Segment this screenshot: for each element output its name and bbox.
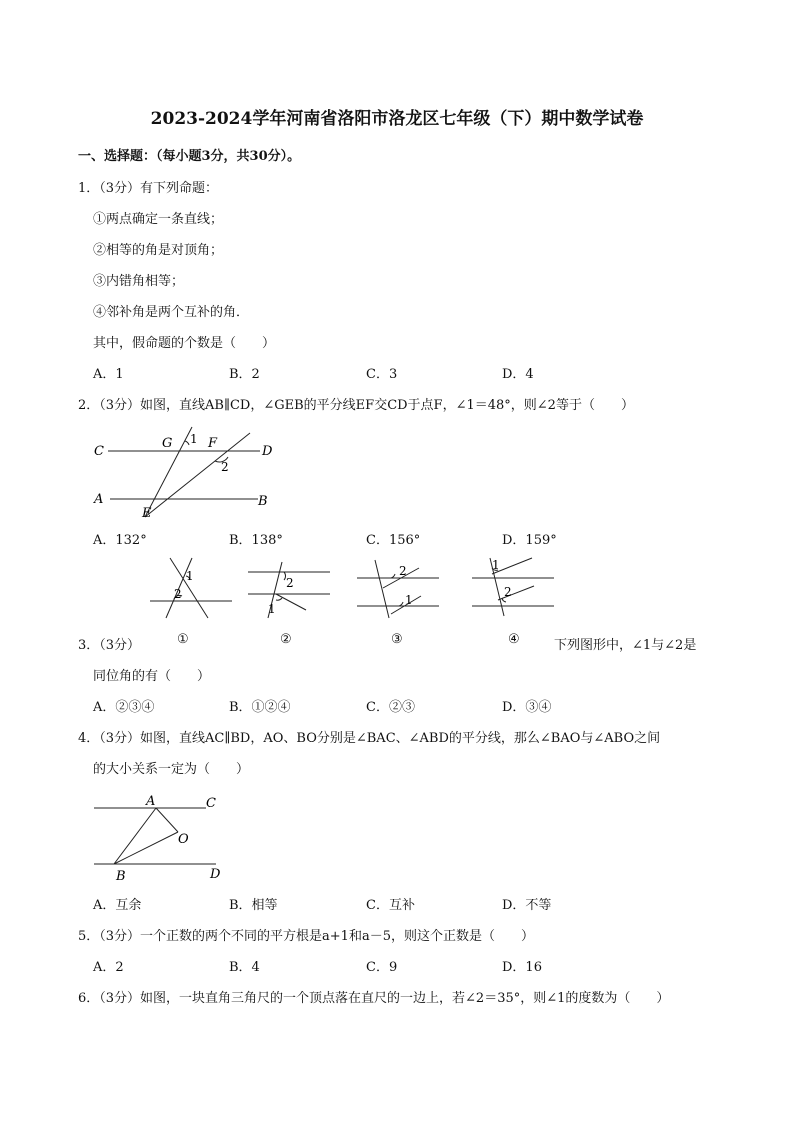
q4-option-a: A．互余 — [93, 898, 142, 913]
q2-option-b: B．138° — [229, 533, 283, 548]
svg-text:2: 2 — [504, 585, 512, 599]
q4-label-d: D — [210, 867, 221, 882]
q2-label-g: G — [162, 436, 173, 451]
q3-figure-label-1: ① — [177, 632, 189, 647]
question-1-item: ④邻补角是两个互补的角． — [93, 305, 250, 320]
q3-figure-2 — [246, 560, 336, 620]
question-1-item: ②相等的角是对顶角； — [93, 243, 224, 258]
q2-label-c: C — [94, 444, 104, 459]
q4-option-c: C．互补 — [366, 898, 415, 913]
q2-option-d: D．159° — [502, 533, 557, 548]
q1-option-d: D．4 — [502, 367, 534, 382]
q2-option-c: C．156° — [366, 533, 421, 548]
question-1-item: ①两点确定一条直线； — [93, 212, 224, 227]
q2-label-angle-1: 1 — [190, 432, 198, 446]
question-3-stem-cont: 同位角的有（ ） — [93, 669, 211, 684]
q4-label-a: A — [146, 794, 156, 809]
q3-figure-4 — [470, 556, 560, 618]
q5-option-a: A．2 — [93, 960, 124, 975]
q3-option-c: C．②③ — [366, 700, 415, 715]
svg-text:1: 1 — [492, 558, 500, 572]
q4-label-c: C — [206, 796, 216, 811]
q2-label-f: F — [208, 436, 218, 451]
svg-text:1: 1 — [186, 569, 194, 583]
q3-figure-label-4: ④ — [508, 632, 520, 647]
q3-option-d: D．③④ — [502, 700, 552, 715]
q4-option-d: D．不等 — [502, 898, 552, 913]
svg-text:2: 2 — [286, 576, 294, 590]
q4-option-b: B．相等 — [229, 898, 278, 913]
svg-text:1: 1 — [405, 593, 413, 607]
question-4-stem-cont: 的大小关系一定为（ ） — [93, 762, 250, 777]
question-1-ask: 其中，假命题的个数是（ ） — [93, 336, 276, 351]
q3-option-b: B．①②④ — [229, 700, 291, 715]
q4-label-b: B — [116, 869, 126, 884]
question-4-stem: 4．（3分）如图，直线AC∥BD，AO、BO分别是∠BAC、∠ABD的平分线，那么∠BAO与∠ABO之间 — [78, 731, 661, 746]
q1-option-c: C．3 — [366, 367, 398, 382]
section-heading: 一、选择题：（每小题3分，共30分）。 — [78, 149, 301, 164]
q2-option-a: A．132° — [93, 533, 147, 548]
q2-label-a: A — [94, 492, 104, 507]
svg-text:2: 2 — [174, 587, 182, 601]
q2-label-angle-2: 2 — [221, 460, 229, 474]
q2-label-b: B — [258, 494, 268, 509]
svg-text:1: 1 — [268, 602, 276, 616]
q5-option-b: B．4 — [229, 960, 260, 975]
question-5-stem: 5．（3分）一个正数的两个不同的平方根是a+1和a－5，则这个正数是（ ） — [78, 929, 534, 944]
q3-figure-label-3: ③ — [391, 632, 403, 647]
q2-label-e: E — [142, 506, 152, 521]
exam-title: 2023-2024学年河南省洛阳市洛龙区七年级（下）期中数学试卷 — [150, 109, 644, 129]
question-2-stem: 2．（3分）如图，直线AB∥CD，∠GEB的平分线EF交CD于点F，∠1＝48°，则∠2等于（ ） — [78, 398, 634, 413]
q5-option-d: D．16 — [502, 960, 542, 975]
q2-figure — [90, 425, 290, 525]
question-1-item: ③内错角相等； — [93, 274, 185, 289]
q5-option-c: C．9 — [366, 960, 398, 975]
q4-label-o: O — [178, 832, 189, 847]
q1-option-b: B．2 — [229, 367, 260, 382]
q4-figure — [90, 792, 230, 884]
question-1-stem: 1．（3分）有下列命题： — [78, 181, 219, 196]
q1-option-a: A．1 — [93, 367, 124, 382]
question-3-stem-right: 下列图形中，∠1与∠2是 — [554, 638, 697, 653]
q3-figure-1 — [148, 556, 238, 621]
q3-figure-3 — [355, 558, 445, 620]
svg-text:2: 2 — [399, 564, 407, 578]
question-6-stem: 6．（3分）如图，一块直角三角尺的一个顶点落在直尺的一边上，若∠2＝35°，则∠1的度数为（ ） — [78, 991, 670, 1006]
q3-figure-label-2: ② — [280, 632, 292, 647]
question-3-stem: 3．（3分） — [78, 638, 141, 653]
q2-label-d: D — [262, 444, 273, 459]
q3-option-a: A．②③④ — [93, 700, 155, 715]
